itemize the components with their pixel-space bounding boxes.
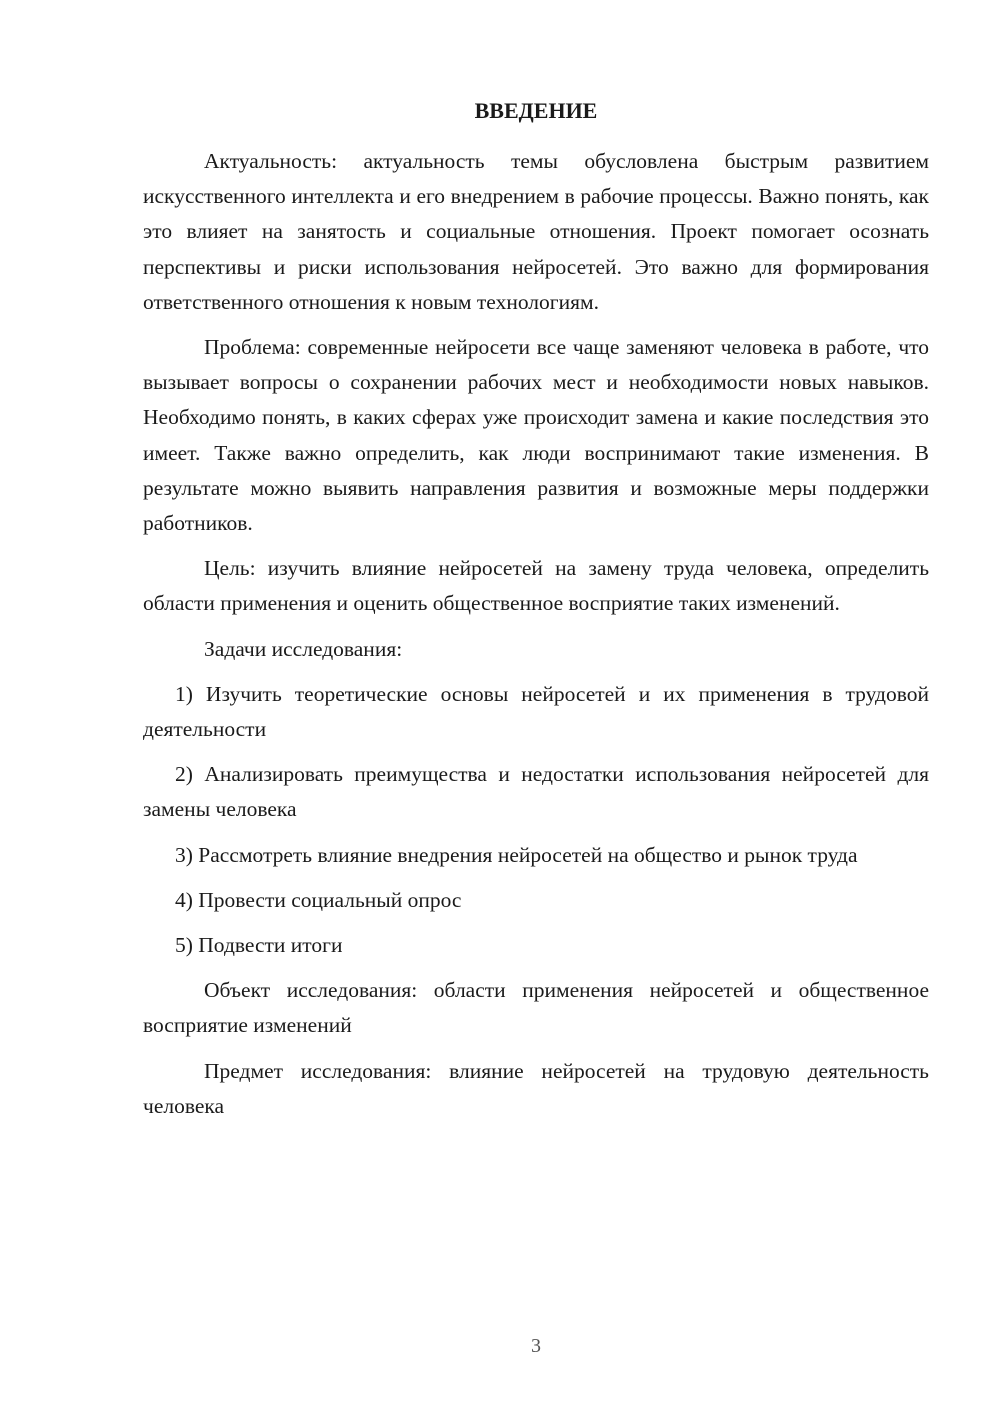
research-subject-paragraph: Предмет исследования: влияние нейросетей на трудовую деятельность человека: [143, 1058, 929, 1118]
page-number: 3: [531, 1335, 541, 1357]
task-item-4: 4) Провести социальный опрос: [175, 887, 462, 912]
task-item-5: 5) Подвести итоги: [175, 933, 343, 958]
task-item-2: 2) Анализировать преимущества и недостатки использования нейросетей для замены человека: [143, 762, 929, 822]
document-body: [143, 144, 929, 1134]
goal-paragraph: Цель: изучить влияние нейросетей на замену труда человека, определить области применения и оценить общественное восприятие таких изменений.: [143, 556, 929, 616]
relevance-paragraph: Актуальность: актуальность темы обусловлена быстрым развитием искусственного интеллекта и его внедрением в рабочие процессы. Важно понять, как это влияет на занятость и социальные отношения. Проект помогает осознать перспективы и риски использования нейросетей. Это важно для формирования ответственного отношения к новым технологиям.: [143, 149, 929, 314]
problem-paragraph: Проблема: современные нейросети все чаще заменяют человека в работе, что вызывает вопросы о сохранении рабочих мест и необходимости новых навыков. Необходимо понять, в каких сферах уже происходит замена и какие последствия это имеет. Также важно определить, как люди воспринимают такие изменения. В результате можно выявить направления развития и возможные меры поддержки работников.: [143, 335, 929, 536]
task-item-1: 1) Изучить теоретические основы нейросетей и их применения в трудовой деятельности: [143, 681, 929, 742]
task-item-3: 3) Рассмотреть влияние внедрения нейросетей на общество и рынок труда: [175, 842, 858, 867]
tasks-heading: Задачи исследования:: [204, 636, 403, 661]
research-object-paragraph: Объект исследования: области применения нейросетей и общественное восприятие изменений: [143, 978, 929, 1038]
page-title: ВВЕДЕНИЕ: [474, 98, 598, 123]
